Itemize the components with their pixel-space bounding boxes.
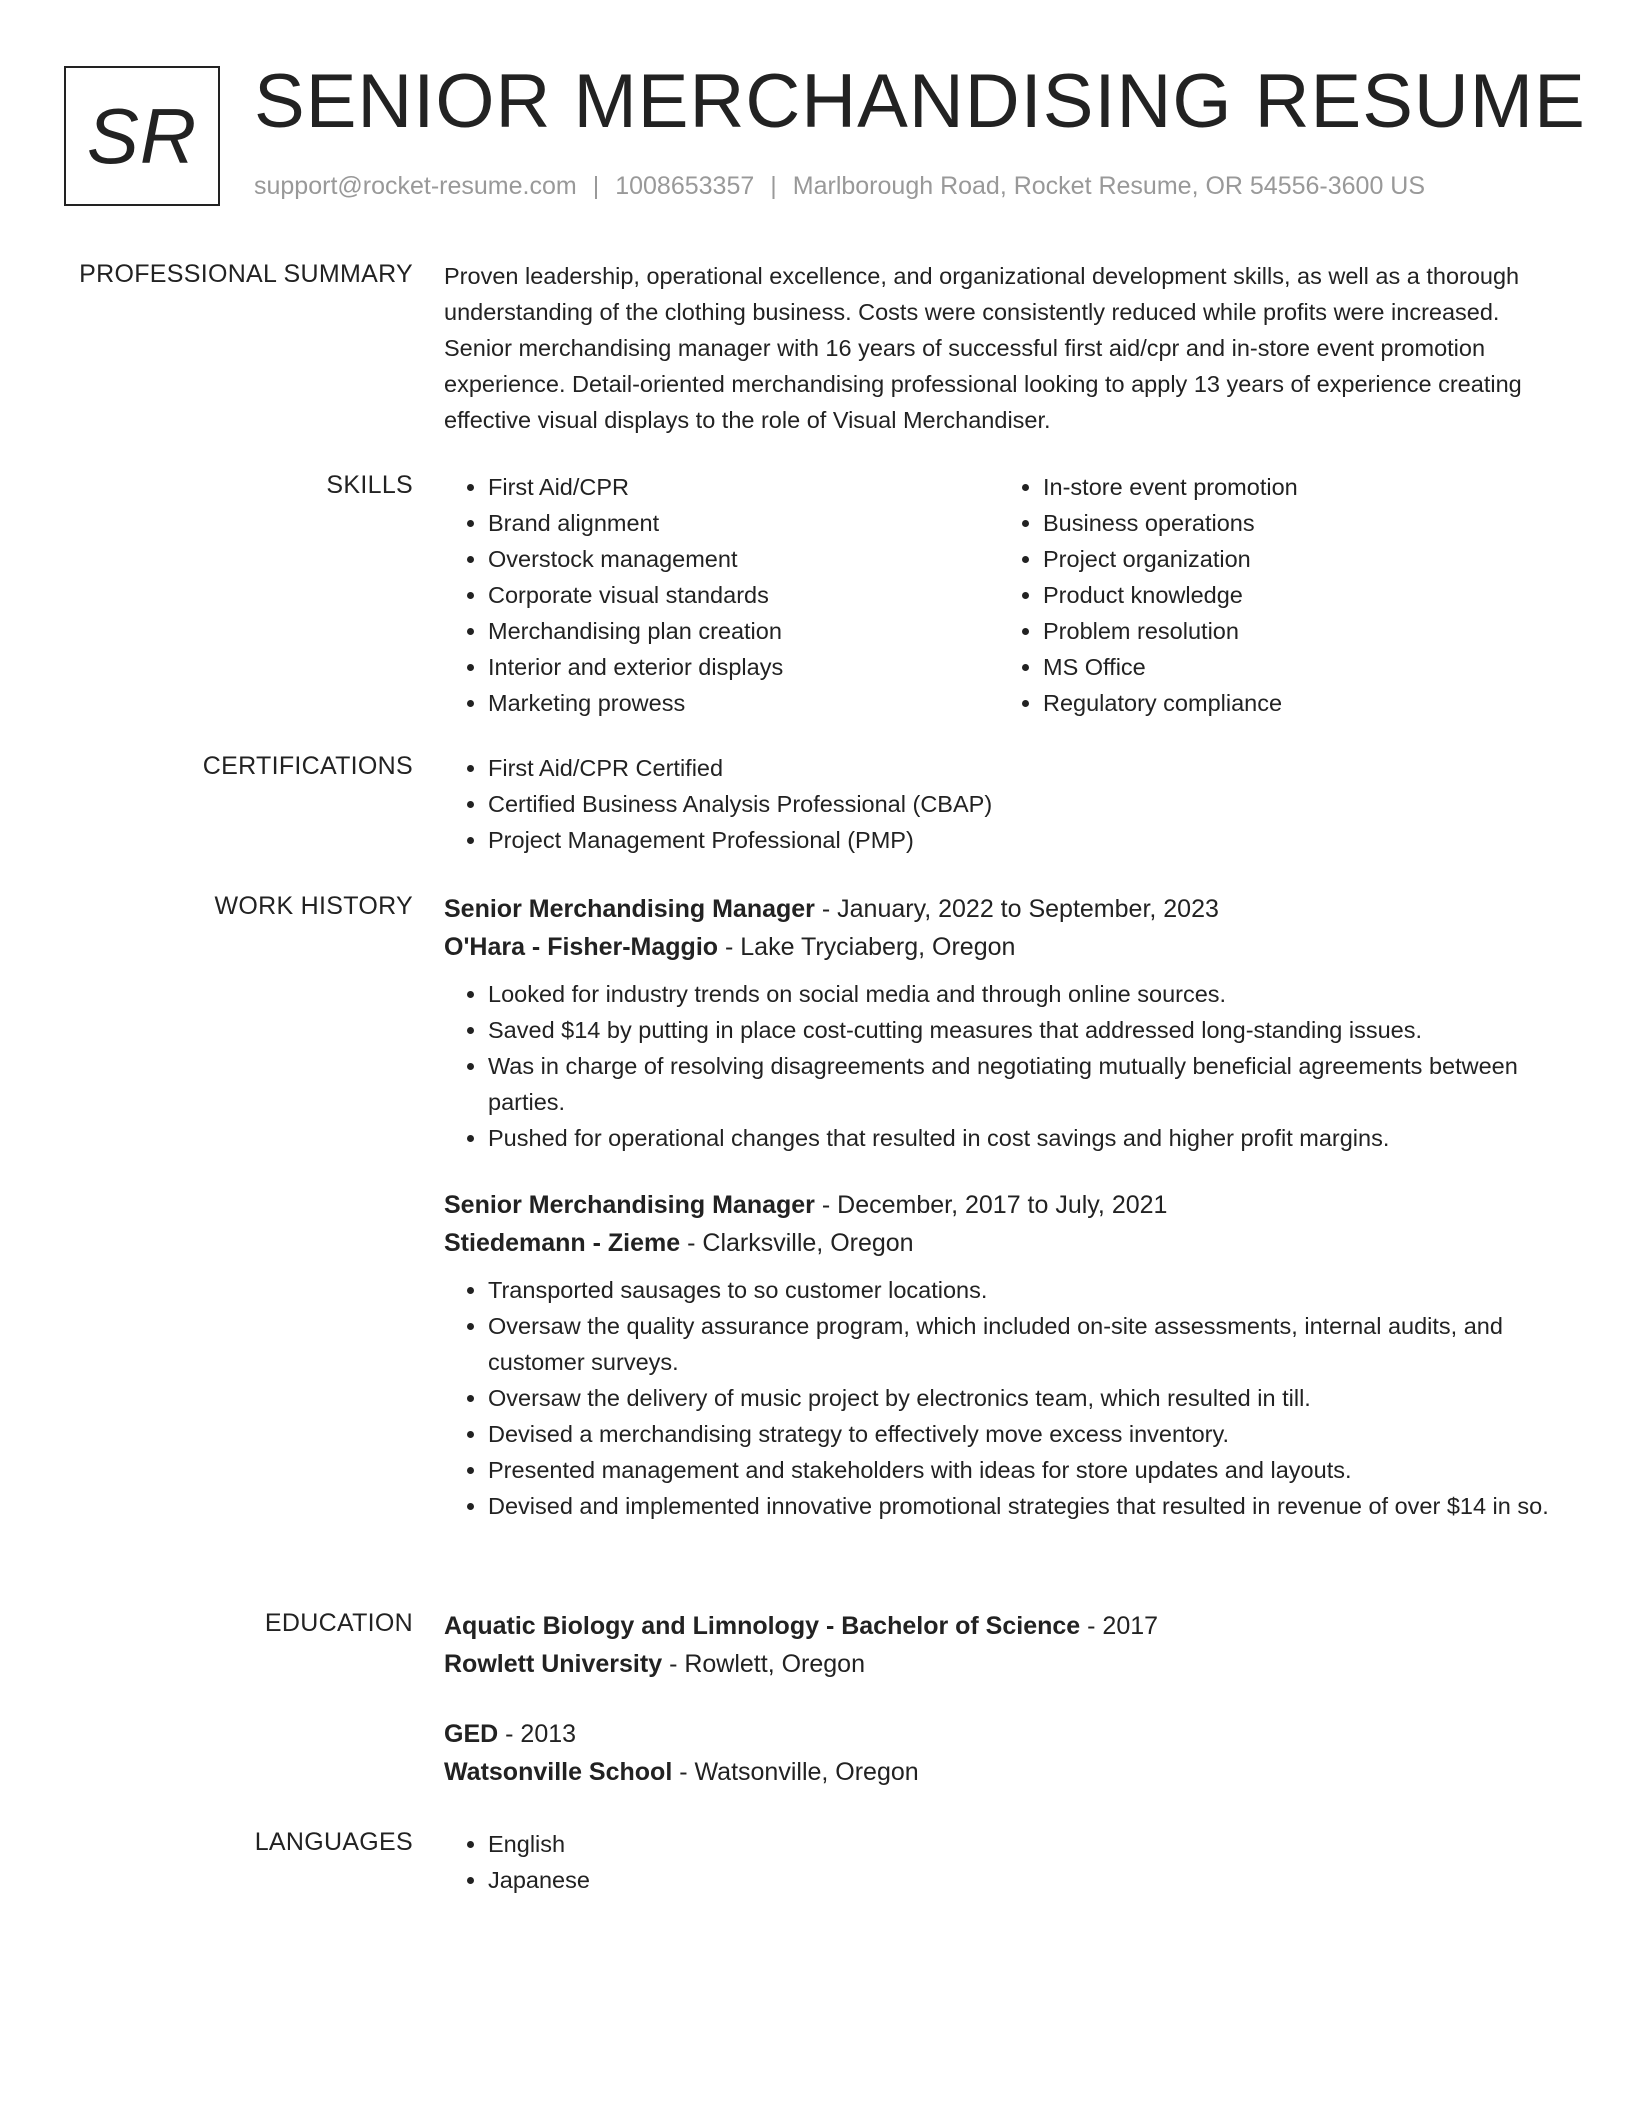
certification-item: • First Aid/CPR Certified — [488, 750, 1554, 786]
contact-line — [254, 172, 1425, 201]
job-location: - Lake Tryciaberg, Oregon — [725, 933, 1016, 961]
education-school-line — [444, 1753, 1554, 1791]
education-entry — [444, 1607, 1554, 1683]
skill-item: • Project organization — [1043, 541, 1554, 577]
contact-separator: | — [770, 172, 777, 200]
job-company: Stiedemann - Zieme — [444, 1229, 681, 1257]
job-bullets — [444, 1272, 1554, 1524]
job-bullets — [444, 976, 1554, 1156]
education-degree-line — [444, 1715, 1554, 1753]
job-bullet: • Pushed for operational changes that resulted in cost savings and higher profit margins. — [488, 1120, 1554, 1156]
language-item: • Japanese — [488, 1862, 1554, 1898]
job-bullet: • Looked for industry trends on social media and through online sources. — [488, 976, 1554, 1012]
section-label-work-history: WORK HISTORY — [214, 892, 413, 920]
job-title: Senior Merchandising Manager — [444, 895, 815, 923]
contact-email[interactable]: support@rocket-resume.com — [254, 172, 577, 200]
education-location: - Rowlett, Oregon — [669, 1650, 865, 1678]
job-dates: - December, 2017 to July, 2021 — [821, 1191, 1168, 1219]
education-school: Watsonville School — [444, 1758, 673, 1786]
job-bullet: • Presented management and stakeholders with ideas for store updates and layouts. — [488, 1452, 1554, 1488]
section-label-summary: PROFESSIONAL SUMMARY — [79, 260, 413, 288]
skill-item: • Problem resolution — [1043, 613, 1554, 649]
job-title-line — [444, 890, 1554, 928]
skill-item: • Regulatory compliance — [1043, 685, 1554, 721]
skill-item: • In-store event promotion — [1043, 469, 1554, 505]
certification-item: • Project Management Professional (PMP) — [488, 822, 1554, 858]
skill-item: • Corporate visual standards — [488, 577, 999, 613]
job-bullet: • Was in charge of resolving disagreements and negotiating mutually beneficial agreements between parties. — [488, 1048, 1554, 1120]
education-degree: Aquatic Biology and Limnology - Bachelor of Science — [444, 1612, 1081, 1640]
education-year: - 2017 — [1087, 1612, 1159, 1640]
job-bullet: • Oversaw the delivery of music project by electronics team, which resulted in till. — [488, 1380, 1554, 1416]
certifications-list — [444, 750, 1554, 858]
skill-item: • Brand alignment — [488, 505, 999, 541]
section-label-skills: SKILLS — [326, 471, 413, 499]
summary-text: Proven leadership, operational excellence, and organizational development skills, as well as a thorough understanding of the clothing business. Costs were consistently reduced while profits were increased. Senior merchandising manager with 16 years of successful first aid/cpr and in-store event promotion experience. Detail-oriented merchandising professional looking to apply 13 years of experience creating effective visual displays to the role of Visual Merchandiser. — [444, 263, 1522, 433]
job-dates: - January, 2022 to September, 2023 — [821, 895, 1219, 923]
job-title-line — [444, 1186, 1554, 1224]
job-entry — [444, 1186, 1554, 1524]
languages-body — [444, 1826, 1554, 1898]
job-bullet: • Devised a merchandising strategy to effectively move excess inventory. — [488, 1416, 1554, 1452]
skills-columns — [444, 469, 1554, 721]
job-title: Senior Merchandising Manager — [444, 1191, 815, 1219]
job-entry — [444, 890, 1554, 1156]
job-company-line — [444, 928, 1554, 966]
section-label-education: EDUCATION — [264, 1609, 413, 1637]
education-entry — [444, 1715, 1554, 1791]
skill-item: • Overstock management — [488, 541, 999, 577]
education-body — [444, 1607, 1554, 1791]
certification-item: • Certified Business Analysis Professional (CBAP) — [488, 786, 1554, 822]
job-company-line — [444, 1224, 1554, 1262]
skills-list-left — [444, 469, 999, 721]
job-location: - Clarksville, Oregon — [687, 1229, 914, 1257]
page-title: SENIOR MERCHANDISING RESUME — [254, 59, 1586, 144]
education-degree-line — [444, 1607, 1554, 1645]
skill-item: • MS Office — [1043, 649, 1554, 685]
job-company: O'Hara - Fisher-Maggio — [444, 933, 719, 961]
education-school-line — [444, 1645, 1554, 1683]
skill-item: • First Aid/CPR — [488, 469, 999, 505]
skills-list-right — [999, 469, 1554, 721]
skill-item: • Marketing prowess — [488, 685, 999, 721]
education-year: - 2013 — [505, 1720, 577, 1748]
languages-list — [444, 1826, 1554, 1898]
job-bullet: • Devised and implemented innovative promotional strategies that resulted in revenue of over $14 in so. — [488, 1488, 1554, 1524]
section-label-certifications: CERTIFICATIONS — [202, 752, 413, 780]
contact-phone[interactable]: 1008653357 — [615, 172, 755, 200]
education-degree: GED — [444, 1720, 499, 1748]
contact-separator: | — [592, 172, 600, 200]
skill-item: • Product knowledge — [1043, 577, 1554, 613]
job-bullet: • Saved $14 by putting in place cost-cutting measures that addressed long-standing issues. — [488, 1012, 1554, 1048]
skill-item: • Interior and exterior displays — [488, 649, 999, 685]
contact-address: Marlborough Road, Rocket Resume, OR 54556-3600 US — [792, 172, 1426, 200]
language-item: • English — [488, 1826, 1554, 1862]
job-bullet: • Oversaw the quality assurance program, which included on-site assessments, internal audits, and customer surveys. — [488, 1308, 1554, 1380]
job-bullet: • Transported sausages to so customer locations. — [488, 1272, 1554, 1308]
certifications-body — [444, 750, 1554, 858]
monogram-logo: SR — [64, 66, 220, 206]
skill-item: • Merchandising plan creation — [488, 613, 999, 649]
work-history-body — [444, 890, 1554, 1524]
education-location: - Watsonville, Oregon — [679, 1758, 919, 1786]
education-school: Rowlett University — [444, 1650, 663, 1678]
skill-item: • Business operations — [1043, 505, 1554, 541]
section-label-languages: LANGUAGES — [254, 1828, 413, 1856]
